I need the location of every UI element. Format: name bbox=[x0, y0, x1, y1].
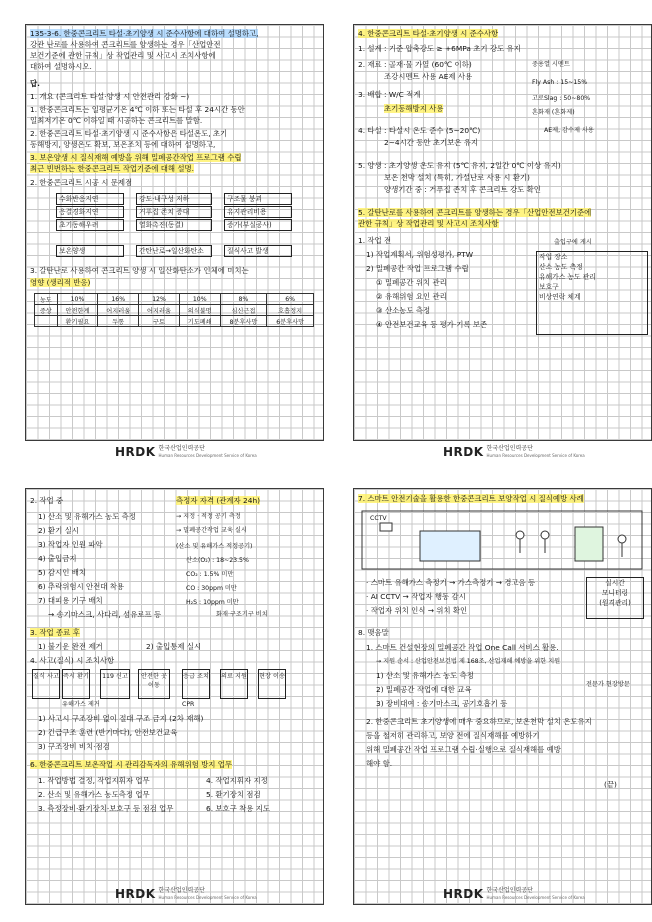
body-line: · 작업자 위치 인식 → 위치 확인 bbox=[366, 606, 468, 615]
effect-box: 거푸집 존치 증대 bbox=[136, 206, 212, 218]
body-line: 2. 산소 및 유해가스 농도측정 업무 bbox=[38, 790, 150, 799]
body-line: 보온 천막 설치 (특히, 가설난로 사용 시 환기) bbox=[384, 173, 530, 182]
body-line: 4) 출입금지 bbox=[38, 554, 77, 563]
table-cell: 호흡정지 bbox=[267, 305, 314, 316]
subheading: 3. 작업 종료 후 bbox=[30, 628, 80, 637]
question-line: 강관 난로를 사용하여 콘크리트를 양생하는 경우「산업안전 bbox=[30, 40, 221, 49]
hrdk-logo: HRDK bbox=[115, 445, 156, 459]
side-label: AE제, 감수제 사용 bbox=[544, 127, 594, 134]
flow-step: 119 신고 bbox=[100, 669, 130, 699]
body-line: 1. 한중콘크리트는 일평균기온 4℃ 이하 또는 타설 후 24시간 동안 bbox=[30, 105, 245, 114]
body-line: → 지원 순서 : 산업안전보건법 제 168조, 산업재해 예방을 위한 지원 bbox=[376, 658, 561, 665]
body-line: ② 유해위험 요인 관리 bbox=[376, 292, 447, 301]
table-cell bbox=[35, 316, 58, 327]
body-line: 7) 대피용 기구 배치 bbox=[38, 596, 103, 605]
curing-enclosure bbox=[420, 531, 480, 561]
cctv-icon bbox=[380, 523, 392, 531]
measure-item: CO₂ : 1.5% 미만 bbox=[186, 571, 234, 578]
body-line: ① 밀폐공간 위치 관리 bbox=[376, 278, 447, 287]
table-cell: 8분후사망 bbox=[220, 316, 267, 327]
body-line: 2) 환기 실시 bbox=[38, 526, 79, 535]
result-box: 구조물 붕괴 bbox=[224, 193, 292, 205]
body-line: 3) 장비대여 : 송기마스크, 공기호흡기 등 bbox=[376, 699, 508, 708]
subheading: 4. 사고(질식) 시 조치사항 bbox=[30, 656, 115, 665]
effect-box: 강도·내구성 저하 bbox=[136, 193, 212, 205]
worker-icon bbox=[541, 531, 549, 539]
body-line: 2. 재료 : 골재·물 가열 (60℃ 이하) bbox=[358, 60, 472, 69]
subheading: 2. 작업 중 bbox=[30, 496, 64, 505]
result-box: 질식사고 발생 bbox=[224, 245, 292, 257]
org-name: 한국산업인력공단 Human Resources Development Service of Korea bbox=[158, 445, 257, 458]
flow-step: 응급 조치 bbox=[182, 669, 210, 699]
section-heading: 8. 맺음말 bbox=[358, 628, 389, 637]
measure-item: H₂S : 10ppm 미만 bbox=[186, 599, 239, 606]
section-heading: 6. 한중콘크리트 보온작업 시 관리감독자의 유해위험 방지 업무 bbox=[30, 760, 232, 769]
problem-box: 초기동해우려 bbox=[56, 219, 124, 231]
table-cell: 10% bbox=[179, 294, 220, 305]
body-line: 일최저기온 0℃ 이하일 때 시공하는 콘크리트를 말함. bbox=[30, 116, 203, 125]
end-mark: (끝) bbox=[604, 780, 617, 789]
measure-item: → 밀폐공간작업 교육 실시 bbox=[176, 527, 247, 534]
body-line: 6. 보호구 착용 지도 bbox=[206, 804, 271, 813]
body-line: 초기동해방지 사용 bbox=[384, 104, 444, 113]
body-line: 위해 밀폐공간 작업 프로그램 수립·실행으로 질식재해를 예방 bbox=[366, 745, 561, 754]
table-cell: 10% bbox=[57, 294, 98, 305]
page-footer-logo bbox=[115, 887, 257, 901]
effect-box: 열화촉진(동결) bbox=[136, 219, 212, 231]
result-box: 증가(부실공사) bbox=[224, 219, 292, 231]
body-line: 동해방지, 양생온도 확보, 보온조치 등에 대하여 설명하고, bbox=[30, 140, 216, 149]
table-cell: 심신근접 bbox=[220, 305, 267, 316]
body-line: 2) 긴급구조 훈련 (반기마다), 안전보건교육 bbox=[38, 728, 178, 737]
page-footer-logo bbox=[443, 445, 585, 459]
table-cell: 의식불명 bbox=[179, 305, 220, 316]
side-label: 전문가 현장방문 bbox=[586, 681, 630, 688]
page-footer-logo bbox=[115, 445, 257, 459]
table-header-row bbox=[35, 294, 314, 305]
flow-step: 의료 지원 bbox=[220, 669, 248, 699]
body-line: 5. 환기장치 점검 bbox=[206, 790, 261, 799]
worker-icon bbox=[618, 535, 626, 543]
flow-step: 안전한 곳 이동 bbox=[138, 669, 170, 699]
body-line: 2. 한중콘크리트 초기양생에 매우 중요하므로, 보온천막 설치 온도유지 bbox=[366, 717, 592, 726]
measure-item: (산소 및 유해가스 적정공기) bbox=[176, 543, 253, 550]
section-heading: 2. 한중콘크리트 시공 시 문제점 bbox=[30, 178, 133, 187]
answer-page-4 bbox=[353, 488, 652, 905]
hrdk-logo: HRDK bbox=[443, 887, 484, 901]
table-cell: 6% bbox=[267, 294, 314, 305]
problem-box: 보온양생 bbox=[56, 245, 124, 257]
flow-step: 즉시 환기 bbox=[62, 669, 90, 699]
table-cell: 기도폐쇄 bbox=[179, 316, 220, 327]
measure-item: 산소(O₂) : 18~23.5% bbox=[186, 557, 249, 564]
side-label: 중용열 시멘트 bbox=[532, 61, 570, 68]
body-line: 영향 (생리적 반응) bbox=[30, 278, 91, 287]
body-line: 6) 추락위험시 안전대 착용 bbox=[38, 582, 125, 591]
body-line: 1. 작업방법 결정, 작업지휘자 업무 bbox=[38, 776, 150, 785]
section-heading: 7. 스마트 안전기술을 활용한 한중콘크리트 보양작업 시 질식예방 사례 bbox=[358, 494, 584, 503]
answer-page-3 bbox=[25, 488, 324, 905]
body-line: 1) 사고시 구조장비 없이 절대 구조 금지 (2차 재해) bbox=[38, 714, 204, 723]
table-cell: 6분후사망 bbox=[267, 316, 314, 327]
body-line: 3) 구조장비 비치·점검 bbox=[38, 742, 110, 751]
realtime-monitoring-box: 실시간 모니터링 (원격관리) bbox=[586, 577, 644, 619]
question-line: 보건기준에 관한 규칙」상 작업관리 및 사고시 조치사항에 bbox=[30, 51, 216, 60]
body-line: ④ 안전보건교육 등 평가·기록 보존 bbox=[376, 320, 488, 329]
table-row bbox=[35, 305, 314, 316]
flow-step: 질식 사고 bbox=[32, 669, 60, 699]
gas-detector-icon bbox=[575, 527, 603, 561]
problem-box: 응결경화지연 bbox=[56, 206, 124, 218]
body-line: 1) 산소 및 유해가스 농도 측정 bbox=[38, 512, 136, 521]
body-line: 5. 양생 : 초기양생 온도 유지 (5℃ 유지, 2일간 0℃ 이상 유지) bbox=[358, 161, 561, 170]
co-effects-table bbox=[34, 293, 314, 327]
table-cell: 16% bbox=[98, 294, 139, 305]
problem-box: 수화반응지연 bbox=[56, 193, 124, 205]
section-heading: 1. 개요 (콘크리트 타설·양생 시 안전관리 강화 ~) bbox=[30, 92, 190, 101]
cctv-label: CCTV bbox=[370, 515, 387, 522]
section-heading: 3. 갈탄난로 사용하여 콘크리트 양생 시 일산화탄소가 인체에 미치는 bbox=[30, 266, 249, 275]
body-line: 양생기간 중 : 거푸집 존치 후 콘크리트 강도 확인 bbox=[384, 185, 541, 194]
section-heading: 5. 갈탄난로를 사용하여 콘크리트를 양생하는 경우「산업안전보건기준에 bbox=[358, 208, 592, 217]
flow-step: 현장 이송 bbox=[258, 669, 286, 699]
body-line: ③ 산소농도 측정 bbox=[376, 306, 431, 315]
table-cell: 두통 bbox=[98, 316, 139, 327]
body-line: 최근 빈번하는 한중콘크리트 작업기준에 대해 설명. bbox=[30, 164, 195, 173]
table-cell: 안전한계 bbox=[57, 305, 98, 316]
table-cell: 어지러움 bbox=[139, 305, 180, 316]
body-line: 3. 측정장비·환기장치·보호구 등 점검 업무 bbox=[38, 804, 174, 813]
body-line: 1) 작업계획서, 위험성평가, PTW bbox=[366, 250, 474, 259]
body-line: 1) 산소 및 유해가스 농도 측정 bbox=[376, 671, 474, 680]
table-cell: 8% bbox=[220, 294, 267, 305]
answer-page-1 bbox=[25, 24, 324, 441]
table-row bbox=[35, 316, 314, 327]
table-cell: 증상 bbox=[35, 305, 58, 316]
question-line: 대하여 설명하시오. bbox=[30, 62, 92, 71]
body-line: 3) 작업자 인원 파악 bbox=[38, 540, 103, 549]
org-name: 한국산업인력공단 Human Resources Development Service of Korea bbox=[486, 887, 585, 900]
body-line: 2) 출입통제 실시 bbox=[146, 642, 202, 651]
effect-box: 간탄난로→일산화탄소 bbox=[136, 245, 212, 257]
body-line: 1. 스마트 건설현장의 밀폐공간 작업 One Call 서비스 활용. bbox=[366, 643, 559, 652]
body-line: 해야 함. bbox=[366, 759, 393, 768]
table-cell: 환기필요 bbox=[57, 316, 98, 327]
body-line: 1) 불기운 완전 제거 bbox=[38, 642, 103, 651]
answer-page-2 bbox=[353, 24, 652, 441]
flow-note: 유해가스 제거 bbox=[62, 701, 100, 708]
body-line: · 스마트 유해가스 측정기 → 가스측정기 → 경고음 등 bbox=[366, 578, 536, 587]
flow-note: CPR bbox=[182, 701, 195, 708]
measure-item: CO : 30ppm 미만 bbox=[186, 585, 237, 592]
body-line: 4. 타설 : 타설시 온도 준수 (5~20℃) bbox=[358, 126, 481, 135]
hrdk-logo: HRDK bbox=[115, 887, 156, 901]
body-line: → 송기마스크, 사다리, 섬유로프 등 bbox=[48, 610, 162, 619]
section-heading: 4. 한중콘크리트 타설·초기양생 시 준수사항 bbox=[358, 29, 499, 38]
body-line: 2~4시간 동안 초기보온 유지 bbox=[384, 138, 479, 147]
body-line: · AI CCTV → 작업자 행동 감시 bbox=[366, 592, 466, 601]
side-label: Fly Ash : 15~15% bbox=[532, 79, 588, 86]
table-cell: 구토 bbox=[139, 316, 180, 327]
table-cell: 12% bbox=[139, 294, 180, 305]
page-footer-logo bbox=[443, 887, 585, 901]
side-label: 혼화재 (혼화제) bbox=[532, 109, 575, 116]
measure-item: 화재·구조기구 비치 bbox=[216, 611, 268, 618]
entrance-notice-box: 작업 장소 산소 농도 측정 유해가스 농도 관리 보호구 비상연락 체계 bbox=[536, 251, 648, 335]
result-box: 유지관리비용 bbox=[224, 206, 292, 218]
body-line: 2) 밀폐공간 작업 프로그램 수립 bbox=[366, 264, 469, 273]
measure-header: 측정자 자격 (관계자 24h) bbox=[176, 496, 261, 505]
section-heading: 관한 규칙」상 작업관리 및 사고시 조치사항 bbox=[358, 219, 499, 228]
body-line: 5) 감시인 배치 bbox=[38, 568, 86, 577]
question-line: 135-3-6. 한중콘크리트 타설·초기양생 시 준수사항에 대하여 설명하고, bbox=[30, 29, 259, 38]
side-label: 고로Slag : 50~80% bbox=[532, 95, 591, 102]
body-line: 3. 배합 : W/C 적게 bbox=[358, 90, 421, 99]
hrdk-logo: HRDK bbox=[443, 445, 484, 459]
body-line: 4. 작업지휘자 지정 bbox=[206, 776, 268, 785]
table-cell: 농도 bbox=[35, 294, 58, 305]
org-name: 한국산업인력공단 Human Resources Development Service of Korea bbox=[486, 445, 585, 458]
table-cell: 어지러움 bbox=[98, 305, 139, 316]
subheading: 1. 작업 전 bbox=[358, 236, 392, 245]
body-line: 2. 한중콘크리트 타설·초기양생 시 준수사항은 타설온도, 초기 bbox=[30, 129, 228, 138]
measure-item: → 지정 · 적정 공기 측정 bbox=[176, 513, 241, 520]
body-line: 조강시멘트 사용 AE제 사용 bbox=[384, 72, 473, 81]
worker-icon bbox=[516, 531, 524, 539]
body-line: 2) 밀폐공간 작업에 대한 교육 bbox=[376, 685, 472, 694]
answer-label: 답. bbox=[30, 79, 40, 88]
body-line: 1. 설계 : 기준 압축강도 ≥ +6MPa 초기 강도 유지 bbox=[358, 44, 521, 53]
body-line: 등을 철저히 관리하고, 보양 전에 질식재해를 예방하기 bbox=[366, 731, 540, 740]
entrance-notice-title: 출입구에 게시 bbox=[554, 239, 592, 246]
org-name: 한국산업인력공단 Human Resources Development Service of Korea bbox=[158, 887, 257, 900]
body-line: 3. 보온양생 시 질식재해 예방을 위해 밀폐공간작업 프로그램 수립 bbox=[30, 153, 242, 162]
